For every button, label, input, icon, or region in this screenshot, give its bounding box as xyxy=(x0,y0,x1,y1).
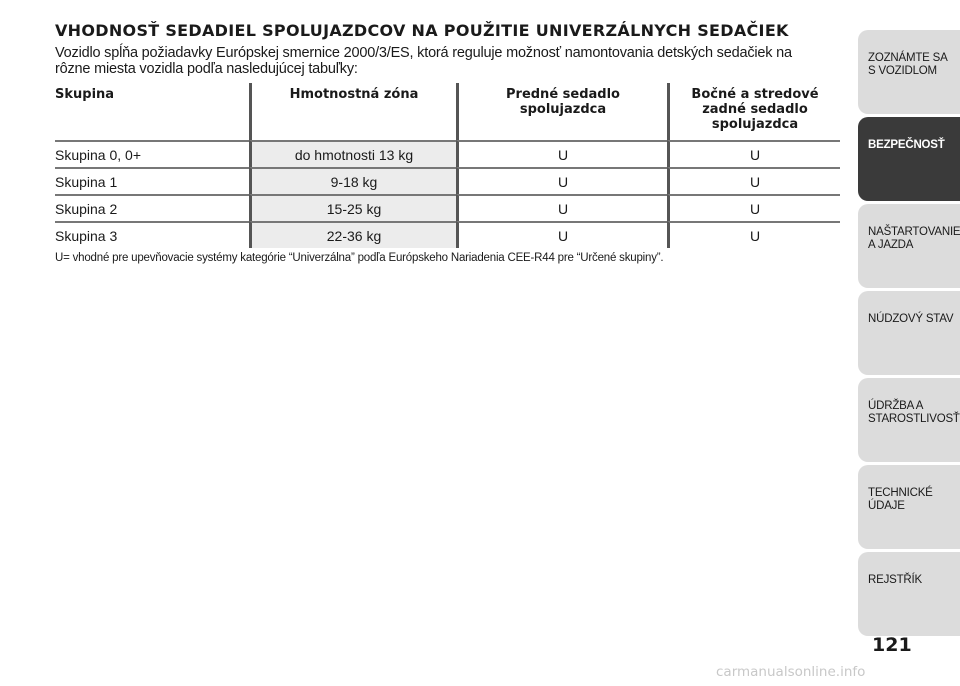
page-title: VHODNOSŤ SEDADIEL SPOLUJAZDCOV NA POUŽITIE UNIVERZÁLNYCH SEDAČIEK xyxy=(55,21,789,40)
table-cell-front: U xyxy=(456,194,667,221)
tab-nastartovanie-a-jazda[interactable]: NAŠTARTOVANIE A JAZDA xyxy=(858,204,960,288)
table-header-row xyxy=(55,83,840,140)
watermark-text: carmanualsonline.info xyxy=(716,664,866,680)
table-cell-group: Skupina 1 xyxy=(55,167,249,194)
table-cell-group: Skupina 2 xyxy=(55,194,249,221)
table-cell-front: U xyxy=(456,140,667,167)
table-cell-weight: 15-25 kg xyxy=(249,194,456,221)
page-number: 121 xyxy=(872,634,912,656)
tab-zoznamte-sa-s-vozidlom[interactable]: ZOZNÁMTE SA S VOZIDLOM xyxy=(858,30,960,114)
table-footnote: U= vhodné pre upevňovacie systémy kategórie “Univerzálna” podľa Európskeho Nariadenia CEE-R44 pre “Určené skupiny”. xyxy=(55,252,664,264)
child-seat-table xyxy=(55,83,840,248)
table-cell-rear: U xyxy=(667,194,840,221)
table-cell-front: U xyxy=(456,221,667,248)
tab-technicke-udaje[interactable]: TECHNICKÉ ÚDAJE xyxy=(858,465,960,549)
tab-bezpecnost[interactable]: BEZPEČNOSŤ xyxy=(858,117,960,201)
table-cell-weight: 22-36 kg xyxy=(249,221,456,248)
table-row xyxy=(55,140,840,167)
table-cell-group: Skupina 3 xyxy=(55,221,249,248)
column-header-weight: Hmotnostná zóna xyxy=(249,83,456,140)
chapter-tabs xyxy=(858,30,960,639)
table-cell-weight: do hmotnosti 13 kg xyxy=(249,140,456,167)
table-row xyxy=(55,167,840,194)
column-header-rear-seats: Bočné a stredové zadné sedadlo spolujazdca xyxy=(667,83,840,140)
table-cell-rear: U xyxy=(667,167,840,194)
table-cell-group: Skupina 0, 0+ xyxy=(55,140,249,167)
column-header-group: Skupina xyxy=(55,87,115,102)
page-content xyxy=(55,22,835,264)
table-cell-front: U xyxy=(456,167,667,194)
table-cell-weight: 9-18 kg xyxy=(249,167,456,194)
tab-nudzovy-stav[interactable]: NÚDZOVÝ STAV xyxy=(858,291,960,375)
intro-paragraph: Vozidlo spĺňa požiadavky Európskej smernice 2000/3/ES, ktorá reguluje možnosť namontovania detských sedačiek na rôzne miesta vozidla podľa nasledujúcej tabuľky: xyxy=(55,45,792,77)
tab-udrzba-a-starostlivost[interactable]: ÚDRŽBA A STAROSTLIVOSŤ xyxy=(858,378,960,462)
table-cell-rear: U xyxy=(667,221,840,248)
tab-rejstrik[interactable]: REJSTŘÍK xyxy=(858,552,960,636)
table-row xyxy=(55,221,840,248)
column-header-front-seat: Predné sedadlo spolujazdca xyxy=(456,83,667,140)
table-cell-rear: U xyxy=(667,140,840,167)
table-row xyxy=(55,194,840,221)
